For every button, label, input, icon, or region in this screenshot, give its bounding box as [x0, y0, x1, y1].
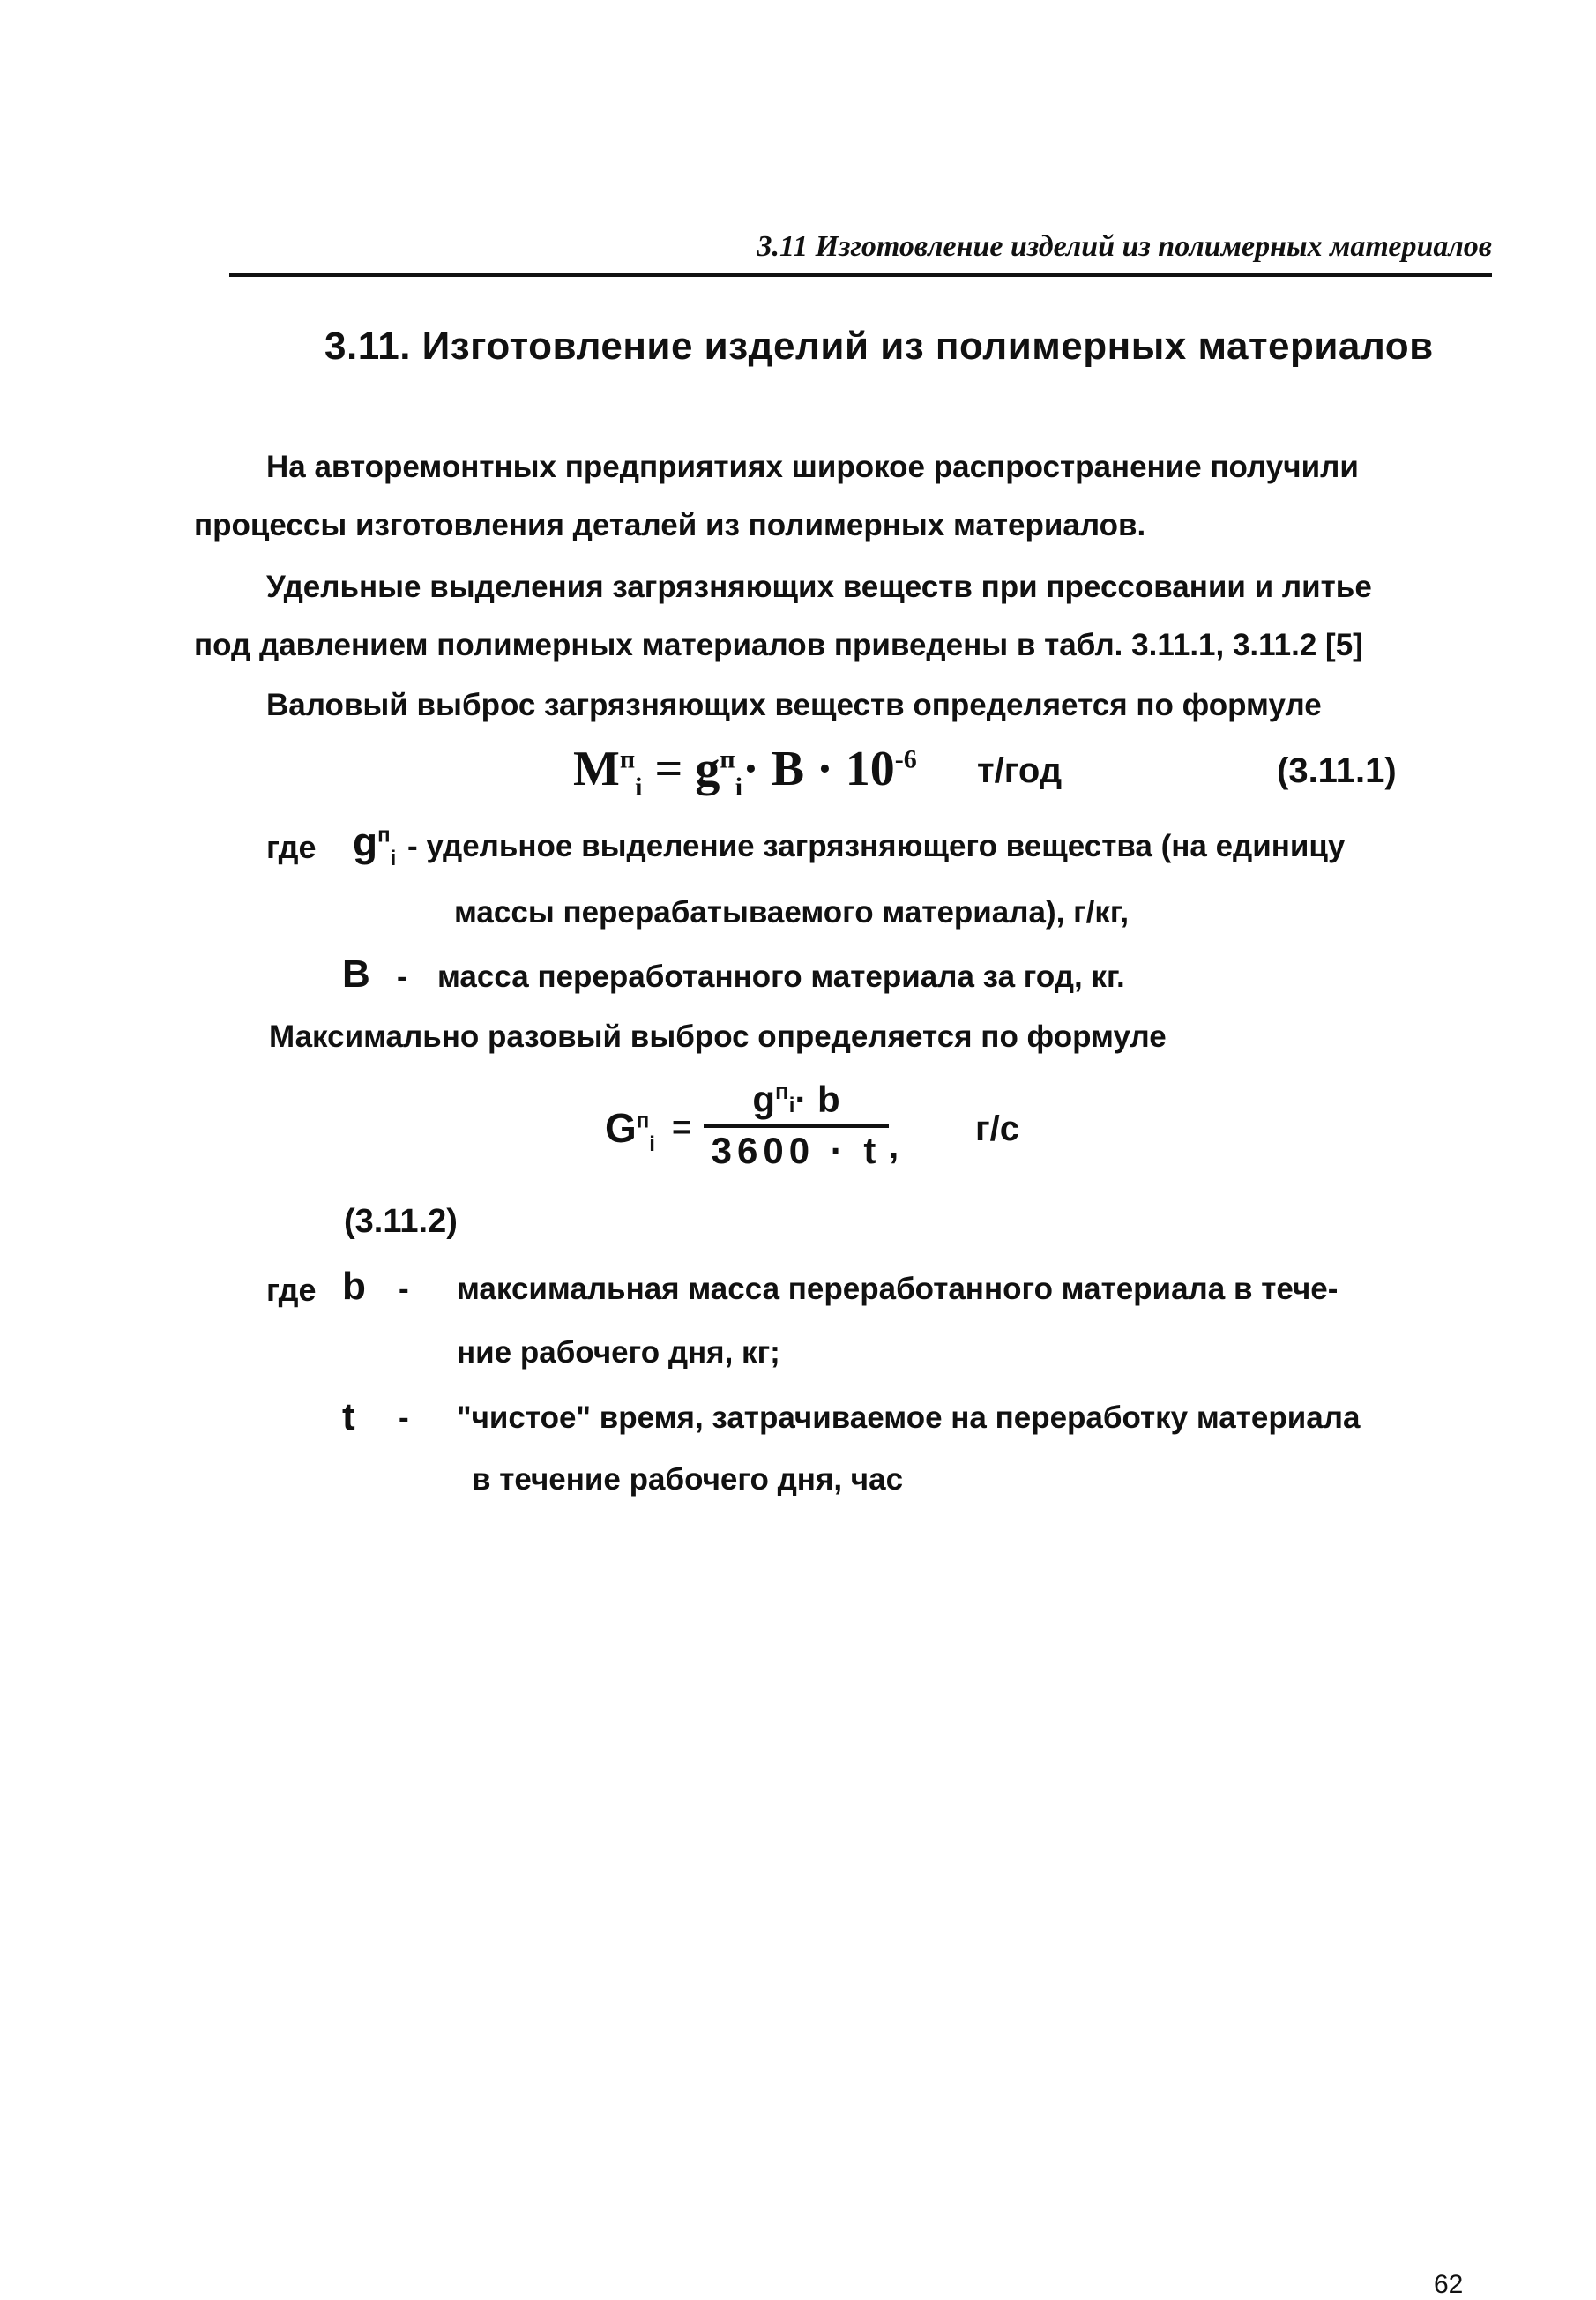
paragraph-1-line-2: процессы изготовления деталей из полимерных материалов. [194, 508, 1146, 542]
formula-1-number: (3.11.1) [1277, 751, 1397, 790]
formula-1-exp: -6 [894, 744, 917, 774]
formula-1-lhs-sup: п [619, 744, 636, 774]
defs-1-g-sup: п [377, 823, 391, 848]
defs-1-g: g [353, 819, 378, 865]
defs-1-b-text: масса переработанного материала за год, кг. [437, 960, 1125, 994]
defs-1-b-dash: - [397, 960, 407, 994]
formula-2-lhs-sup: п [636, 1109, 650, 1133]
page-number: 62 [1434, 2270, 1464, 2299]
formula-1-lhs-sub: i [635, 773, 643, 803]
paragraph-2-line-2: под давлением полимерных материалов приведены в табл. 3.11.1, 3.11.2 [5] [194, 628, 1363, 662]
formula-2-eq: = [672, 1109, 692, 1146]
formula-2-num-rest: · b [794, 1079, 840, 1120]
formula-2-G: G [605, 1105, 637, 1151]
formula-1-g: g [695, 742, 720, 796]
defs-1-b-symbol: B [342, 952, 370, 996]
defs-2-b-symbol: b [342, 1265, 366, 1308]
formula-2-fraction [704, 1078, 889, 1172]
formula-2-num-sub: i [788, 1094, 795, 1117]
formula-1-unit: т/год [977, 751, 1063, 790]
defs-2-t-dash: - [399, 1400, 409, 1435]
defs-2-b-text-line-2: ние рабочего дня, кг; [457, 1335, 780, 1370]
formula-2-num-sup: п [774, 1078, 789, 1104]
paragraph-2-line-1: Удельные выделения загрязняющих веществ при прессовании и литье [266, 570, 1372, 604]
defs-1-g-text-line-1: - удельное выделение загрязняющего вещества (на единицу [407, 829, 1346, 863]
formula-2-number: (3.11.2) [344, 1203, 458, 1240]
paragraph-1-line-1: На авторемонтных предприятиях широкое распространение получили [266, 450, 1359, 484]
formula-2-comma: , [889, 1127, 899, 1166]
section-title: 3.11. Изготовление изделий из полимерных материалов [324, 325, 1434, 368]
defs-2-where: где [266, 1272, 317, 1308]
formula-2-lhs-sub: i [649, 1132, 655, 1157]
formula-1-rest: · B · 10 [742, 742, 895, 796]
defs-2-b-dash: - [399, 1272, 409, 1306]
formula-1-g-sup: п [720, 744, 735, 774]
defs-1-g-text-line-2: массы перерабатываемого материала), г/кг, [454, 895, 1130, 930]
paragraph-3: Валовый выброс загрязняющих веществ определяется по формуле [266, 688, 1322, 722]
defs-2-t-text-line-1: "чистое" время, затрачиваемое на переработку материала [457, 1400, 1361, 1435]
defs-2-t-symbol: t [342, 1395, 355, 1438]
formula-2-num-g: g [752, 1079, 775, 1120]
defs-2-b-text-line-1: максимальная масса переработанного материала в тече- [457, 1272, 1339, 1306]
formula-2-numerator [704, 1078, 889, 1128]
defs-2-t-text-line-2: в течение рабочего дня, час [472, 1462, 904, 1497]
defs-1-g-sub: i [390, 847, 397, 871]
formula-2-denominator: 3600 · t [711, 1130, 882, 1171]
defs-1-where: где [266, 829, 317, 865]
formula-1-g-sub: i [735, 773, 743, 803]
paragraph-4: Максимально разовый выброс определяется по формуле [269, 1019, 1167, 1054]
running-header: 3.11 Изготовление изделий из полимерных материалов [229, 220, 1492, 277]
formula-2-lhs [605, 1104, 655, 1157]
formula-1-lhs: M [573, 742, 620, 796]
formula-1-eq: = [642, 742, 696, 796]
formula-2-unit: г/с [975, 1109, 1020, 1148]
formula-gross-emission [573, 741, 917, 803]
defs-1-g-symbol [353, 818, 396, 871]
